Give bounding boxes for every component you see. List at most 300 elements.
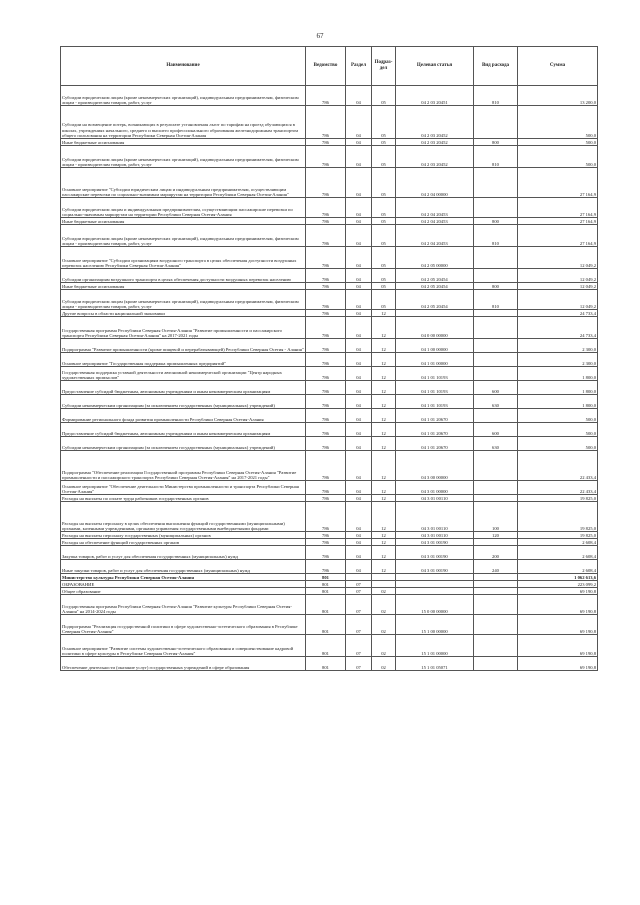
cell-podrazdel: 05 [372,198,396,218]
cell-name: Иные бюджетные ассигнования [61,139,306,146]
cell-cel: 04 3 01 00110 [396,532,474,539]
cell-summa: 1 800,0 [518,367,598,381]
cell-podrazdel: 05 [372,225,396,247]
table-row [61,615,598,635]
cell-podrazdel [372,581,396,588]
cell-cel: 04 2 04 20453 [396,198,474,218]
cell-podrazdel: 05 [372,247,396,269]
cell-summa: 24 733,4 [518,310,598,317]
cell-razdel: 07 [346,595,372,615]
cell-podrazdel: 02 [372,615,396,635]
table-row [61,546,598,560]
cell-cel: 15 0 00 00000 [396,595,474,615]
cell-ved: 786 [306,495,346,502]
cell-summa: 19 825,0 [518,502,598,532]
cell-vid [474,106,518,139]
cell-ved: 801 [306,588,346,595]
cell-summa: 2 608,4 [518,546,598,560]
cell-ved: 786 [306,247,346,269]
cell-ved: 786 [306,539,346,546]
cell-name: Субсидии на возмещение потерь, возникающих в результате установления льгот по тарифам на проезд обучающихся в школах, учреждениях начального, среднего и высшего профессионального образования железнодорожным транспортом общего пользования на территории Республики Северная Осетия-Алания [61,106,306,139]
cell-name: Основное мероприятие "Государственная поддержка промышленных предприятий" [61,353,306,367]
table-row [61,86,598,106]
cell-podrazdel: 05 [372,218,396,225]
cell-razdel: 04 [346,451,372,481]
cell-cel: 04 2 04 00000 [396,168,474,198]
table-row [61,409,598,423]
cell-summa: 2 300,0 [518,353,598,367]
page-number: 67 [316,32,324,40]
cell-cel: 04 1 00 00000 [396,339,474,353]
cell-razdel: 07 [346,635,372,657]
cell-cel: 04 2 05 00000 [396,247,474,269]
cell-razdel: 04 [346,481,372,495]
cell-podrazdel: 12 [372,310,396,317]
cell-ved: 786 [306,339,346,353]
table-row [61,532,598,539]
cell-ved: 786 [306,560,346,574]
cell-vid [474,198,518,218]
table-row [61,595,598,615]
cell-name: Субсидии некоммерческим организациям (за исключением государственных (муниципальных) учреждений) [61,437,306,451]
cell-razdel: 04 [346,532,372,539]
cell-name: Предоставление субсидий бюджетным, автономным учреждениям и иным некоммерческим организациям [61,381,306,395]
cell-razdel: 04 [346,198,372,218]
cell-razdel: 04 [346,353,372,367]
cell-podrazdel: 12 [372,532,396,539]
header-name: Наименование [61,47,306,86]
cell-name: Расходы на выплаты по оплате труда работников государственных органов [61,495,306,502]
table-row [61,451,598,481]
cell-ved: 786 [306,106,346,139]
cell-vid: 630 [474,395,518,409]
cell-razdel: 07 [346,615,372,635]
table-row [61,339,598,353]
cell-name: Подпрограмма "Обеспечение реализации Государственной программы Республики Северная Осетия-Алания "Развитие промышленности и пассажирского транспорта Республики Северная Осетия-Алания" на 2017-2021 годы" [61,451,306,481]
cell-cel: 04 1 01 20670 [396,423,474,437]
cell-razdel: 04 [346,539,372,546]
table-row [61,353,598,367]
cell-razdel: 04 [346,225,372,247]
cell-ved: 801 [306,615,346,635]
cell-cel: 04 1 01 20670 [396,409,474,423]
cell-razdel: 04 [346,310,372,317]
cell-podrazdel: 12 [372,423,396,437]
cell-name: Основное мероприятие "Развитие системы художественно-эстетического образования и совершенствование кадровой политики в сфере культуры в Республике Северная Осетия-Алания" [61,635,306,657]
cell-podrazdel: 12 [372,409,396,423]
cell-summa: 19 825,0 [518,495,598,502]
cell-razdel: 04 [346,168,372,198]
cell-vid: 810 [474,290,518,310]
table-row [61,381,598,395]
cell-podrazdel: 02 [372,588,396,595]
cell-razdel: 04 [346,395,372,409]
cell-ved: 786 [306,367,346,381]
cell-cel: 15 1 01 00000 [396,635,474,657]
cell-razdel: 04 [346,317,372,339]
cell-summa: 22 433,4 [518,481,598,495]
cell-cel: 15 1 01 05071 [396,657,474,671]
cell-cel: 04 2 05 20454 [396,283,474,290]
cell-name: Основное мероприятие "Субсидии организациям воздушного транспорта в целях обеспечения доступности воздушных перевозок населению Республики Северная Осетия-Алания" [61,247,306,269]
table-row [61,225,598,247]
budget-table [60,46,598,671]
cell-cel: 04 2 05 20454 [396,290,474,310]
cell-cel: 15 1 00 00000 [396,615,474,635]
cell-ved: 801 [306,635,346,657]
cell-summa: 500,0 [518,409,598,423]
cell-name: Государственная поддержка уставной деятельности автономной некоммерческой организации "Центр народных художественных промыслов" [61,367,306,381]
table-row [61,495,598,502]
cell-podrazdel: 12 [372,381,396,395]
cell-vid: 600 [474,423,518,437]
cell-summa: 500,0 [518,146,598,168]
cell-razdel: 04 [346,146,372,168]
cell-podrazdel: 02 [372,635,396,657]
cell-summa: 2 608,4 [518,560,598,574]
cell-vid [474,581,518,588]
cell-podrazdel: 05 [372,139,396,146]
cell-summa: 24 733,4 [518,317,598,339]
table-row [61,290,598,310]
table-row [61,106,598,139]
cell-ved: 786 [306,310,346,317]
cell-summa: 69 190,8 [518,635,598,657]
table-row [61,168,598,198]
cell-podrazdel: 12 [372,367,396,381]
cell-razdel: 04 [346,437,372,451]
table-row [61,539,598,546]
cell-summa: 2 300,0 [518,339,598,353]
cell-razdel: 04 [346,367,372,381]
cell-name: Основное мероприятие "Обеспечение деятельности Министерства промышленности и транспорта Республики Северная Осетия-Алания" [61,481,306,495]
cell-razdel: 04 [346,502,372,532]
cell-summa: 69 190,8 [518,595,598,615]
cell-vid [474,317,518,339]
table-row [61,218,598,225]
cell-ved: 786 [306,269,346,283]
cell-vid [474,367,518,381]
cell-summa: 12 049,2 [518,290,598,310]
cell-name: Субсидии некоммерческим организациям (за исключением государственных (муниципальных) учреждений) [61,395,306,409]
cell-cel: 04 3 00 00000 [396,451,474,481]
cell-name: Подпрограмма "Реализация государственной политики в сфере художественно-эстетического образования в Республике Северная Осетия-Алания" [61,615,306,635]
cell-cel [396,574,474,581]
cell-ved: 786 [306,139,346,146]
cell-podrazdel: 05 [372,106,396,139]
cell-vid [474,635,518,657]
cell-summa: 500,0 [518,423,598,437]
cell-summa: 500,0 [518,106,598,139]
cell-cel: 04 3 01 00000 [396,481,474,495]
cell-vid [474,269,518,283]
table-body [61,86,598,671]
cell-ved: 801 [306,595,346,615]
cell-vid: 630 [474,437,518,451]
cell-podrazdel: 12 [372,539,396,546]
cell-name: Министерство культуры Республики Северная Осетия-Алания [61,574,306,581]
table-row [61,588,598,595]
table-row [61,581,598,588]
table-header-row [61,47,598,86]
cell-summa: 12 049,2 [518,269,598,283]
cell-ved: 786 [306,225,346,247]
header-summa: Сумма [518,47,598,86]
header-vid: Вид расхода [474,47,518,86]
cell-name: Государственная программа Республики Северная Осетия-Алания "Развитие промышленности и пассажирского транспорта Республики Северная Осетия-Алания" на 2017-2021 годы [61,317,306,339]
cell-ved: 786 [306,168,346,198]
cell-vid: 800 [474,218,518,225]
cell-summa: 500,0 [518,437,598,451]
cell-summa: 1 800,0 [518,381,598,395]
cell-razdel [346,574,372,581]
cell-ved: 801 [306,574,346,581]
cell-vid: 100 [474,502,518,532]
cell-razdel: 04 [346,283,372,290]
cell-ved: 801 [306,657,346,671]
cell-ved: 786 [306,283,346,290]
cell-ved: 786 [306,290,346,310]
cell-cel: 04 3 01 00110 [396,495,474,502]
cell-cel: 04 2 04 20453 [396,225,474,247]
cell-summa: 1 800,0 [518,395,598,409]
cell-vid [474,339,518,353]
cell-name: Другие вопросы в области национальной экономики [61,310,306,317]
cell-vid: 800 [474,283,518,290]
table-row [61,198,598,218]
cell-razdel: 07 [346,581,372,588]
cell-vid: 810 [474,86,518,106]
cell-podrazdel: 05 [372,290,396,310]
cell-summa: 27 164,9 [518,218,598,225]
cell-ved: 786 [306,451,346,481]
cell-ved: 786 [306,198,346,218]
cell-vid [474,310,518,317]
cell-razdel: 04 [346,247,372,269]
table-row [61,317,598,339]
cell-vid [474,539,518,546]
cell-razdel: 07 [346,657,372,671]
cell-name: Субсидии организациям воздушного транспорта в целях обеспечения доступности воздушных перевозок населению [61,269,306,283]
cell-razdel: 04 [346,106,372,139]
table-row [61,269,598,283]
cell-razdel: 04 [346,269,372,283]
cell-ved: 786 [306,146,346,168]
cell-cel: 04 1 01 10193 [396,381,474,395]
cell-name: Закупка товаров, работ и услуг для обеспечения государственных (муниципальных) нужд [61,546,306,560]
cell-cel: 04 1 01 00000 [396,353,474,367]
cell-summa: 12 049,2 [518,283,598,290]
cell-vid: 800 [474,139,518,146]
cell-vid: 600 [474,381,518,395]
cell-cel: 04 1 01 20670 [396,437,474,451]
cell-name: Формирование регионального фонда развития промышленности Республики Северная Осетия-Алания [61,409,306,423]
cell-cel: 04 2 05 20454 [396,269,474,283]
cell-vid [474,495,518,502]
cell-summa: 27 164,9 [518,225,598,247]
cell-vid [474,409,518,423]
cell-podrazdel: 12 [372,339,396,353]
cell-cel: 04 2 03 20452 [396,139,474,146]
cell-summa: 27 164,9 [518,168,598,198]
cell-podrazdel: 02 [372,657,396,671]
cell-summa: 69 190,8 [518,657,598,671]
cell-cel: 04 2 04 20453 [396,218,474,225]
cell-podrazdel: 05 [372,269,396,283]
cell-vid [474,574,518,581]
cell-vid [474,481,518,495]
cell-ved: 786 [306,317,346,339]
cell-razdel: 04 [346,339,372,353]
table-row [61,367,598,381]
table-row [61,574,598,581]
table-row [61,139,598,146]
cell-cel: 04 3 01 00190 [396,560,474,574]
cell-ved: 786 [306,423,346,437]
cell-name: Предоставление субсидий бюджетным, автономным учреждениям и иным некоммерческим организациям [61,423,306,437]
cell-podrazdel: 12 [372,451,396,481]
cell-razdel: 07 [346,588,372,595]
cell-vid [474,168,518,198]
cell-razdel: 04 [346,290,372,310]
cell-podrazdel: 05 [372,283,396,290]
cell-summa: 223 099,2 [518,581,598,588]
table-row [61,437,598,451]
cell-name: Расходы на выплаты персоналу государственных (муниципальных) органов [61,532,306,539]
cell-name: Субсидии юридическим лицам и индивидуальным предпринимателям, осуществляющим пассажирские перевозки по социально-значимым маршрутам на территории Республики Северная Осетия-Алания [61,198,306,218]
cell-vid [474,451,518,481]
table-row [61,657,598,671]
cell-summa: 69 190,8 [518,588,598,595]
cell-ved: 786 [306,218,346,225]
cell-razdel: 04 [346,139,372,146]
cell-name: Общее образование [61,588,306,595]
cell-ved: 786 [306,546,346,560]
cell-name: Субсидии юридическим лицам (кроме некоммерческих организаций), индивидуальным предпринимателям, физическим лицам - производителям товаров, работ, услуг [61,290,306,310]
cell-ved: 786 [306,86,346,106]
cell-summa: 2 608,4 [518,539,598,546]
cell-summa: 69 190,8 [518,615,598,635]
cell-name: Обеспечение деятельности (оказание услуг) государственных учреждений в сфере образования [61,657,306,671]
cell-razdel: 04 [346,423,372,437]
cell-name: ОБРАЗОВАНИЕ [61,581,306,588]
header-cel: Целевая статья [396,47,474,86]
cell-name: Подпрограмма "Развитие промышленности (кроме пищевой и перерабатывающей) Республики Северная Осетия - Алания" [61,339,306,353]
cell-podrazdel: 12 [372,560,396,574]
cell-vid [474,657,518,671]
cell-name: Иные бюджетные ассигнования [61,283,306,290]
cell-podrazdel: 12 [372,317,396,339]
cell-cel [396,588,474,595]
cell-name: Субсидии юридическим лицам (кроме некоммерческих организаций), индивидуальным предпринимателям, физическим лицам - производителям товаров, работ, услуг [61,225,306,247]
header-ved: Ведомство [306,47,346,86]
cell-razdel: 04 [346,218,372,225]
cell-vid: 120 [474,532,518,539]
cell-summa: 12 049,2 [518,247,598,269]
header-podrazdel: Подраз-дел [372,47,396,86]
cell-cel: 04 1 01 10193 [396,367,474,381]
cell-vid: 200 [474,546,518,560]
table-row [61,146,598,168]
cell-ved: 786 [306,502,346,532]
cell-name: Иные закупки товаров, работ и услуг для обеспечения государственных (муниципальных) нужд [61,560,306,574]
cell-cel: 04 1 01 10193 [396,395,474,409]
cell-name: Субсидии юридическим лицам (кроме некоммерческих организаций), индивидуальным предпринимателям, физическим лицам - производителям товаров, работ, услуг [61,146,306,168]
cell-cel [396,310,474,317]
cell-cel: 04 3 01 00190 [396,539,474,546]
cell-ved: 786 [306,381,346,395]
cell-cel [396,581,474,588]
cell-name: Субсидии юридическим лицам (кроме некоммерческих организаций), индивидуальным предпринимателям, физическим лицам - производителям товаров, работ, услуг [61,86,306,106]
table-row [61,395,598,409]
cell-cel: 04 2 03 20452 [396,106,474,139]
cell-ved: 786 [306,353,346,367]
cell-summa: 1 062 613,6 [518,574,598,581]
cell-razdel: 04 [346,409,372,423]
cell-cel: 04 3 01 00190 [396,546,474,560]
table-row [61,423,598,437]
cell-vid [474,247,518,269]
cell-ved: 801 [306,581,346,588]
cell-cel: 04 2 03 20452 [396,146,474,168]
cell-podrazdel: 05 [372,168,396,198]
cell-summa: 22 433,4 [518,451,598,481]
cell-razdel: 04 [346,546,372,560]
cell-podrazdel: 12 [372,502,396,532]
table-row [61,560,598,574]
cell-name: Расходы на выплаты персоналу в целях обеспечения выполнения функций государственными (муниципальными) органами, казенными учреждениями, органами управления государственными внебюджетными фондами [61,502,306,532]
cell-cel: 04 3 01 00110 [396,502,474,532]
cell-podrazdel: 12 [372,395,396,409]
cell-vid [474,353,518,367]
table-row [61,635,598,657]
table-row [61,283,598,290]
cell-vid: 810 [474,225,518,247]
cell-podrazdel [372,574,396,581]
cell-ved: 786 [306,481,346,495]
cell-vid: 810 [474,146,518,168]
cell-razdel: 04 [346,381,372,395]
cell-summa: 13 200,0 [518,86,598,106]
table-row [61,502,598,532]
cell-podrazdel: 12 [372,353,396,367]
table-row [61,310,598,317]
cell-vid [474,615,518,635]
cell-ved: 786 [306,409,346,423]
cell-cel: 04 0 00 00000 [396,317,474,339]
cell-podrazdel: 12 [372,437,396,451]
cell-name: Государственная программа Республики Северная Осетия-Алания "Развитие культуры Республики Северная Осетия-Алания" на 2014-2024 годы [61,595,306,615]
cell-summa: 27 164,9 [518,198,598,218]
cell-vid [474,595,518,615]
cell-razdel: 04 [346,560,372,574]
cell-vid: 240 [474,560,518,574]
cell-ved: 786 [306,395,346,409]
cell-name: Иные бюджетные ассигнования [61,218,306,225]
cell-ved: 786 [306,532,346,539]
cell-podrazdel: 12 [372,546,396,560]
cell-podrazdel: 12 [372,481,396,495]
cell-podrazdel: 05 [372,146,396,168]
cell-podrazdel: 12 [372,495,396,502]
cell-ved: 786 [306,437,346,451]
table-row [61,481,598,495]
cell-podrazdel: 02 [372,595,396,615]
cell-vid [474,588,518,595]
cell-razdel: 04 [346,86,372,106]
table-row [61,247,598,269]
cell-razdel: 04 [346,495,372,502]
